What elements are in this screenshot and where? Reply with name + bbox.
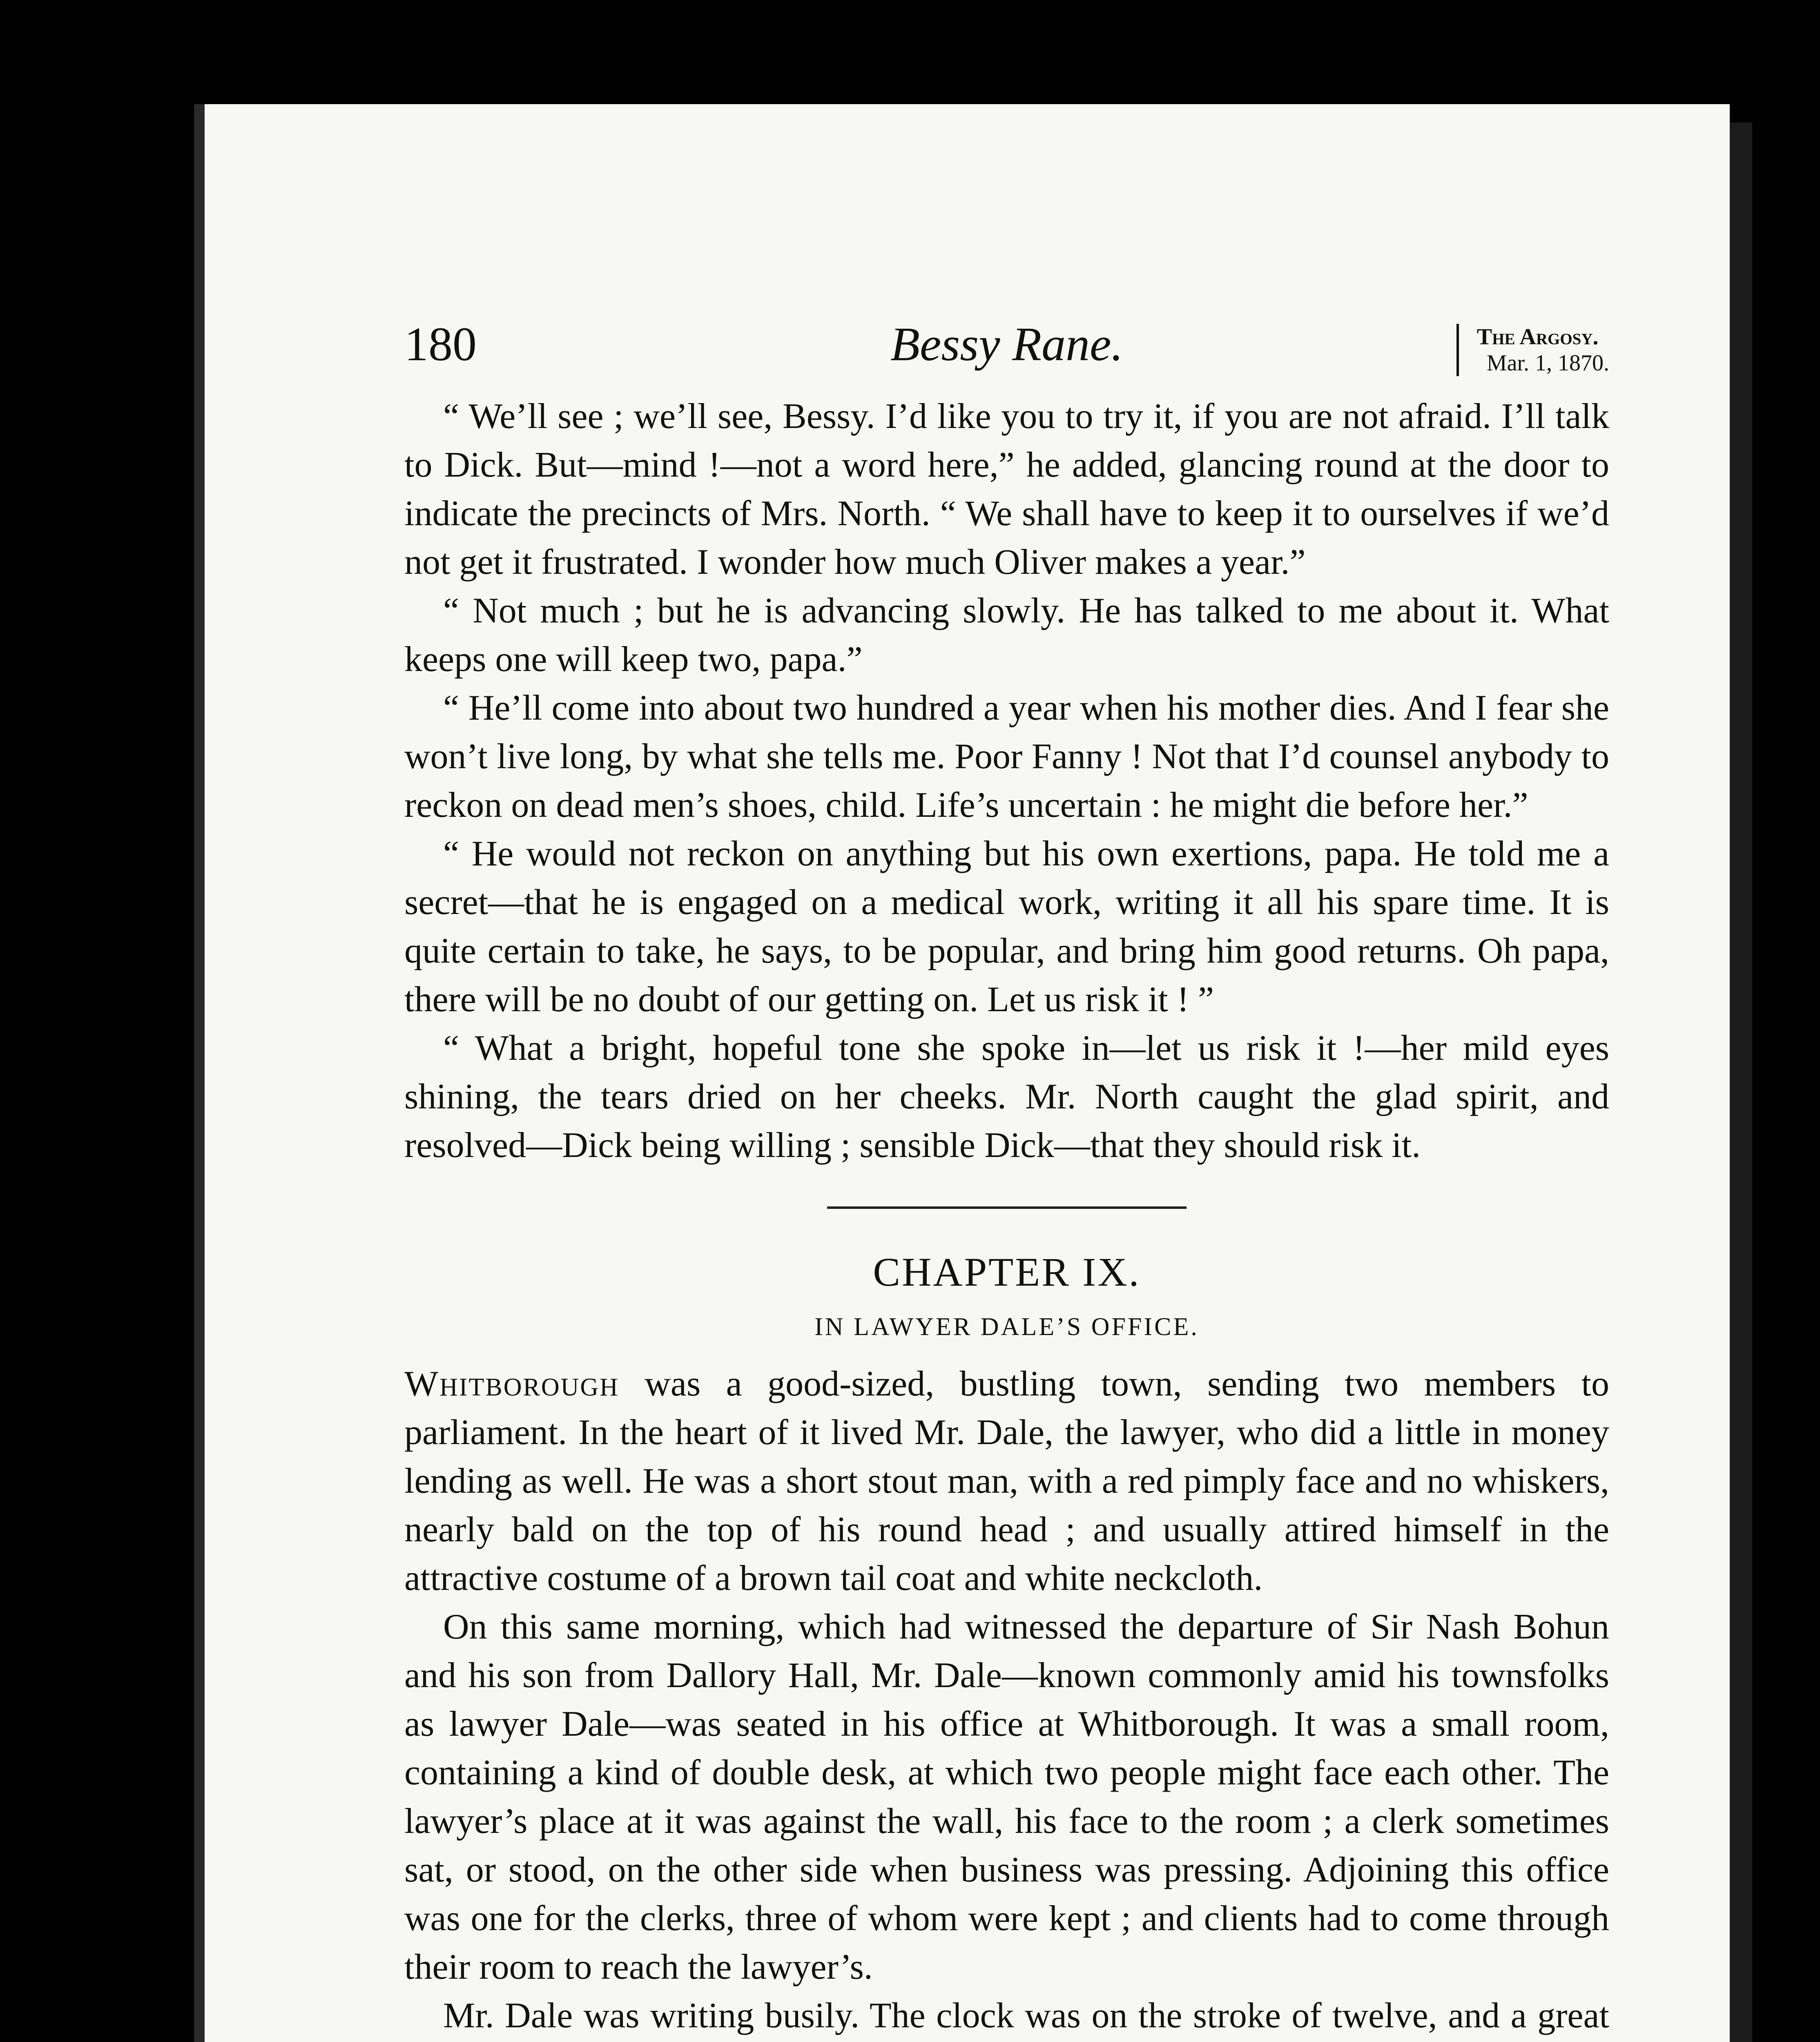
chapter-opening-paragraph — [404, 1360, 1609, 1603]
source-date: Mar. 1, 1870. — [1486, 350, 1609, 376]
chapter-subtitle: IN LAWYER DALE’S OFFICE. — [814, 1313, 1199, 1341]
paragraph: “ What a bright, hopeful tone she spoke in—let us risk it !—her mild eyes shining, the tears dried on her cheeks. Mr. North caught the glad spirit, and resolved—Dick being willing ; sensible Dick—that they should risk it. — [404, 1028, 1609, 1165]
paragraph: “ He would not reckon on anything but his own exertions, papa. He told me a secret—that he is engaged on a medical work, writing it all his spare time. It is quite certain to take, he says, to be popular, and bring him good returns. Oh papa, there will be no doubt of our getting on. Let us risk it ! ” — [404, 834, 1609, 1019]
section-divider — [827, 1206, 1187, 1209]
page-number: 180 — [404, 317, 477, 371]
source-citation — [1456, 324, 1609, 376]
body-text — [404, 392, 1609, 2042]
running-header — [404, 317, 1609, 398]
paragraph: On this same morning, which had witnessed the departure of Sir Nash Bohun and his son from Dallory Hall, Mr. Dale—known commonly amid his townsfolks as lawyer Dale—was seated in his office at Whitborough. It was a small room, containing a kind of double desk, at which two people might face each other. The lawyer’s place at it was against the wall, his face to the room ; a clerk sometimes sat, or stood, on the other side when business was pressing. Adjoining this office was one for the clerks, three of whom were kept ; and clients had to come through their room to reach the lawyer’s. — [404, 1607, 1609, 1987]
running-title: Bessy Rane. — [890, 317, 1124, 371]
chapter-lead-word: Whitborough — [404, 1364, 619, 1404]
page-edge — [1730, 123, 1752, 2042]
paragraph: “ Not much ; but he is advancing slowly. He has talked to me about it. What keeps one will keep two, papa.” — [404, 591, 1609, 679]
source-magazine: The Argosy. — [1477, 324, 1599, 350]
paragraph: Mr. Dale was writing busily. The clock was on the stroke of twelve, and a great — [443, 1996, 1609, 2035]
paragraph: “ He’ll come into about two hundred a year when his mother dies. And I fear she won’t live long, by what she tells me. Poor Fanny ! Not that I’d counsel anybody to reckon on dead men’s shoes, child. Life’s uncertain : he might die before her.” — [404, 688, 1609, 825]
paragraph: “ We’ll see ; we’ll see, Bessy. I’d like you to try it, if you are not afraid. I’ll talk to Dick. But—mind !—not a word here,” he added, glancing round at the door to indicate the precincts of Mrs. North. “ We shall have to keep it to ourselves if we’d not get it frustrated. I wonder how much Oliver makes a year.” — [404, 397, 1609, 582]
chapter-opening-text: was a good-sized, bustling town, sending two members to parliament. In the heart of it lived Mr. Dale, the lawyer, who did a little in money lending as well. He was a short stout man, with a red pimply face and no whiskers, nearly bald on the top of his round head ; and usually attired himself in the attractive costume of a brown tail coat and white neckcloth. — [404, 1364, 1609, 1598]
chapter-title: CHAPTER IX. — [873, 1249, 1141, 1295]
